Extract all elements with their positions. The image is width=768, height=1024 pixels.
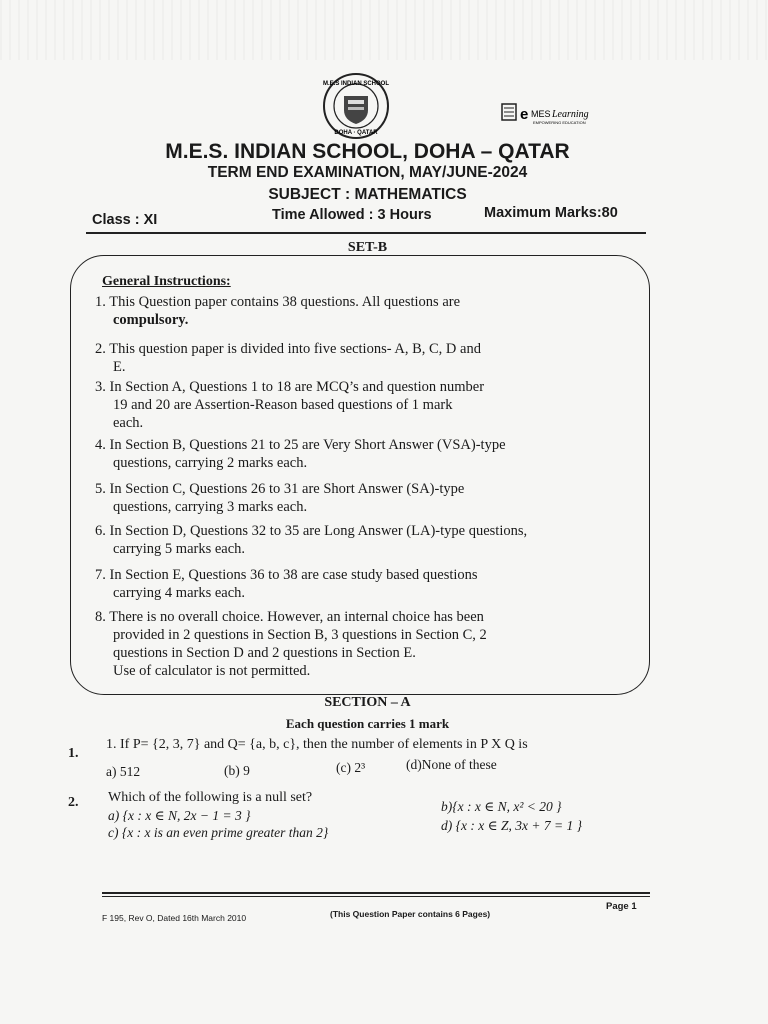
svg-text:M.E.S INDIAN SCHOOL: M.E.S INDIAN SCHOOL: [322, 81, 390, 87]
page-number: Page 1: [606, 901, 637, 912]
section-a-title: SECTION – A: [324, 695, 411, 710]
instructions-heading: General Instructions:: [102, 274, 231, 289]
question-2-option-d: d) {x : x ∈ Z, 3x + 7 = 1 }: [441, 818, 582, 833]
form-reference: F 195, Rev O, Dated 16th March 2010: [102, 913, 247, 923]
instruction-5: 5. In Section C, Questions 26 to 31 are Short Answer (SA)-type questions, carrying 3 marks each.: [95, 481, 465, 515]
time-allowed: Time Allowed : 3 Hours: [272, 207, 432, 223]
instruction-4: 4. In Section B, Questions 21 to 25 are Very Short Answer (VSA)-type questions, carrying 2 marks each.: [95, 437, 506, 471]
question-1-option-b: (b) 9: [224, 763, 250, 778]
emes-learning-logo: [500, 100, 620, 126]
svg-text:DOHA · QATAR: DOHA · QATAR: [334, 130, 378, 136]
question-2-option-c: c) {x : x is an even prime greater than 2}: [108, 825, 329, 840]
question-1-text: 1. If P= {2, 3, 7} and Q= {a, b, c}, then the number of elements in P X Q is: [106, 737, 528, 752]
school-seal-logo: [322, 72, 390, 140]
question-2-option-b: b){x : x ∈ N, x² < 20 }: [441, 799, 562, 814]
instruction-3: 3. In Section A, Questions 1 to 18 are MCQ’s and question number 19 and 20 are Assertion-Reason based questions of 1 mark each.: [95, 379, 485, 431]
subject-title: SUBJECT : MATHEMATICS: [268, 186, 467, 203]
svg-text:EMPOWERING EDUCATION: EMPOWERING EDUCATION: [533, 120, 586, 125]
question-2-text: Which of the following is a null set?: [108, 790, 313, 805]
instruction-7: 7. In Section E, Questions 36 to 38 are case study based questions carrying 4 marks each.: [95, 567, 478, 601]
question-2-number: 2.: [68, 795, 79, 810]
instruction-2: 2. This question paper is divided into five sections- A, B, C, D and E.: [95, 341, 481, 375]
school-name: M.E.S. INDIAN SCHOOL, DOHA – QATAR: [165, 140, 570, 163]
instruction-1: 1. This Question paper contains 38 questions. All questions are compulsory.: [95, 294, 461, 328]
scan-artifact: [0, 0, 768, 60]
class-label: Class : XI: [92, 212, 158, 228]
instruction-8: 8. There is no overall choice. However, an internal choice has been provided in 2 questions in Section B, 3 questions in Section C, 2 questions in Section D and 2 questions in Section E. Use of calculator is not permitted.: [95, 609, 487, 679]
exam-title: TERM END EXAMINATION, MAY/JUNE-2024: [207, 164, 528, 181]
set-label: SET-B: [347, 240, 388, 255]
question-1-option-d: (d)None of these: [406, 757, 497, 772]
page-count-note: (This Question Paper contains 6 Pages): [330, 909, 491, 919]
footer-divider-thin: [102, 896, 650, 897]
footer-divider: [102, 892, 650, 894]
svg-text:MES: MES: [531, 109, 551, 119]
question-1-number: 1.: [68, 746, 79, 761]
svg-text:e: e: [520, 106, 529, 123]
svg-text:Learning: Learning: [552, 109, 589, 120]
maximum-marks: Maximum Marks:80: [484, 205, 618, 221]
instruction-6: 6. In Section D, Questions 32 to 35 are Long Answer (LA)-type questions, carrying 5 marks each.: [95, 523, 528, 557]
section-a-subtitle: Each question carries 1 mark: [285, 716, 450, 731]
question-2-option-a: a) {x : x ∈ N, 2x − 1 = 3 }: [108, 808, 251, 823]
question-1-option-a: a) 512: [106, 764, 141, 779]
question-1-option-c: (c) 2³: [336, 760, 366, 775]
header-divider: [86, 232, 646, 234]
